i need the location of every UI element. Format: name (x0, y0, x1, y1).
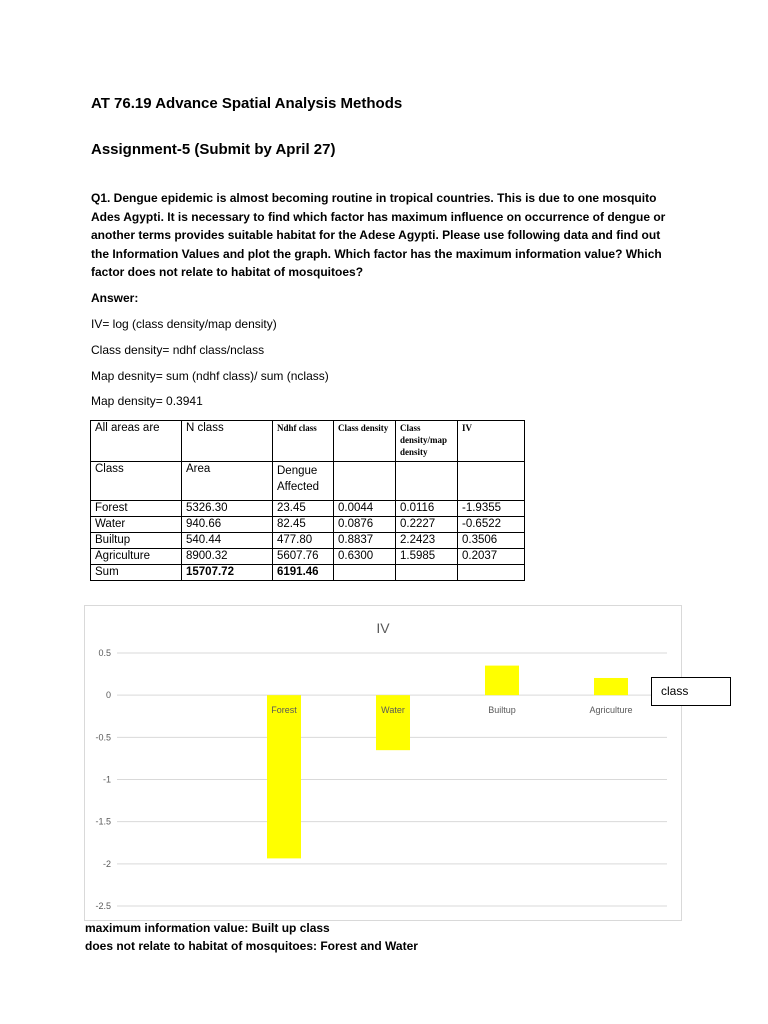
bar (485, 666, 519, 696)
table-header-cell: Area (182, 462, 273, 501)
table-cell: 940.66 (182, 517, 273, 533)
answer-not-related: does not relate to habitat of mosquitoes: Forest and Water (85, 939, 418, 953)
table-row (91, 517, 525, 533)
bar (594, 678, 628, 695)
x-category-label: Forest (271, 705, 297, 716)
table-cell (396, 565, 458, 581)
formula-class-density: Class density= ndhf class/nclass (91, 343, 265, 357)
table-cell: 0.8837 (334, 533, 396, 549)
table-cell: 6191.46 (273, 565, 334, 581)
y-tick-label: -1.5 (95, 816, 111, 827)
y-tick-label: -0.5 (95, 732, 111, 743)
chart-title: IV (376, 620, 390, 636)
table-header-cell: Class (91, 462, 182, 501)
table-header-row (91, 462, 525, 501)
table-cell: 0.2037 (458, 549, 525, 565)
table-header-row (91, 421, 525, 462)
table-cell: Forest (91, 501, 182, 517)
question-line: another terms provides suitable habitat for the Adese Agypti. Please use following data and find out (91, 228, 661, 243)
table-cell: 0.3506 (458, 533, 525, 549)
question-line: the Information Values and plot the graph. Which factor has the maximum information value? Which (91, 246, 662, 261)
legend-label: class (661, 684, 689, 698)
table-cell: Sum (91, 565, 182, 581)
y-tick-label: -2 (102, 858, 111, 869)
bar (376, 695, 410, 750)
table-header-cell (334, 462, 396, 501)
answer-max-iv: maximum information value: Built up class (85, 921, 330, 935)
assignment-title: Assignment-5 (Submit by April 27) (91, 141, 336, 158)
table-header-cell: Class density/map density (396, 421, 458, 462)
data-table (90, 420, 525, 581)
table-row (91, 565, 525, 581)
table-cell: 82.45 (273, 517, 334, 533)
table-cell: Builtup (91, 533, 182, 549)
table-cell: 1.5985 (396, 549, 458, 565)
table-cell: Water (91, 517, 182, 533)
table-cell: 15707.72 (182, 565, 273, 581)
y-tick-label: -1 (102, 774, 111, 785)
question-line: factor does not relate to habitat of mosquitoes? (91, 265, 364, 280)
table-cell: 0.2227 (396, 517, 458, 533)
table-cell: 540.44 (182, 533, 273, 549)
table-cell: -0.6522 (458, 517, 525, 533)
table-cell: Agriculture (91, 549, 182, 565)
formula-iv: IV= log (class density/map density) (91, 317, 277, 331)
question-line: Q1. Dengue epidemic is almost becoming routine in tropical countries. This is due to one mosquito (91, 191, 657, 205)
y-tick-label: 0.5 (98, 648, 111, 658)
table-header-cell: Dengue Affected (273, 462, 334, 501)
x-category-label: Builtup (488, 705, 516, 716)
x-category-label: Water (381, 705, 405, 716)
table-cell: 0.0044 (334, 501, 396, 517)
x-category-label: Agriculture (589, 705, 633, 716)
table-header-cell: Class density (334, 421, 396, 462)
course-title: AT 76.19 Advance Spatial Analysis Methods (91, 95, 403, 112)
bar (267, 695, 301, 858)
table-row (91, 533, 525, 549)
table-cell: 23.45 (273, 501, 334, 517)
table-cell: 8900.32 (182, 549, 273, 565)
table-row (91, 501, 525, 517)
chart-legend (651, 677, 731, 706)
table-header-cell: N class (182, 421, 273, 462)
y-tick-label: 0 (105, 690, 111, 701)
table-header-cell: IV (458, 421, 525, 462)
answer-label: Answer: (91, 291, 139, 305)
table-header-cell: All areas are (91, 421, 182, 462)
question-line: Ades Agypti. It is necessary to find which factor has maximum influence on occurrence of dengue or (91, 209, 666, 224)
table-header-cell (396, 462, 458, 501)
iv-chart (84, 605, 682, 921)
table-row (91, 549, 525, 565)
table-cell: 477.80 (273, 533, 334, 549)
question-text (91, 189, 691, 282)
table-cell: 0.6300 (334, 549, 396, 565)
table-cell: 0.0876 (334, 517, 396, 533)
table-cell (334, 565, 396, 581)
table-header-cell: Ndhf class (273, 421, 334, 462)
table-cell: 0.0116 (396, 501, 458, 517)
table-cell: 5326.30 (182, 501, 273, 517)
table-cell: 2.2423 (396, 533, 458, 549)
map-density-value: Map density= 0.3941 (91, 394, 203, 408)
table-cell: 5607.76 (273, 549, 334, 565)
table-cell (458, 565, 525, 581)
formula-map-density: Map desnity= sum (ndhf class)/ sum (nclass) (91, 369, 329, 383)
y-tick-label: -2.5 (95, 901, 111, 911)
table-cell: -1.9355 (458, 501, 525, 517)
table-header-cell (458, 462, 525, 501)
iv-chart-svg (85, 606, 681, 920)
